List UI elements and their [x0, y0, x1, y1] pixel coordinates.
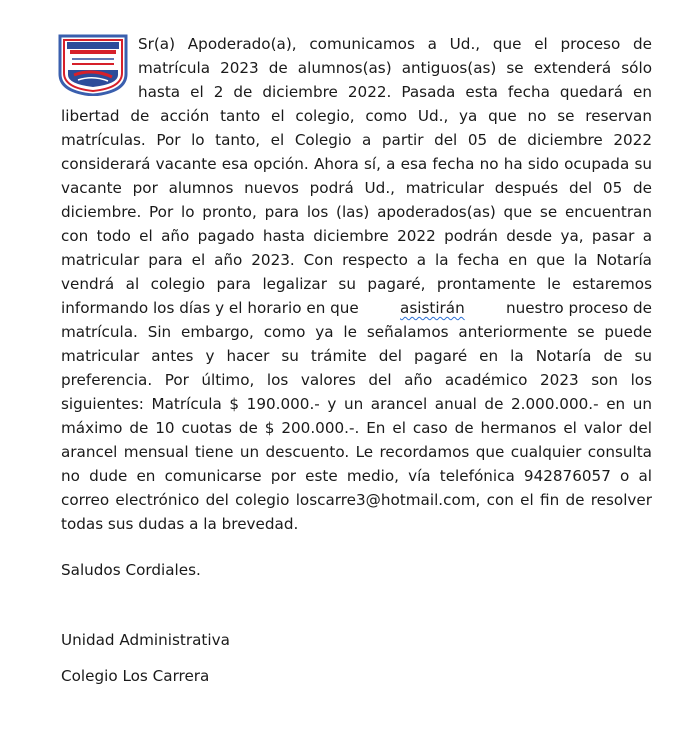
letter-line-19: no dude en comunicarse por este medio, vía telefónica 942876057 o al — [61, 467, 652, 485]
spellcheck-flagged-word: asistirán — [400, 299, 465, 317]
letter-line-3: hasta el 2 de diciembre 2022. Pasada esta fecha quedará en — [138, 83, 652, 101]
letter-line-14: matricular antes y hacer su trámite del pagaré en la Notaría de su — [61, 347, 652, 365]
letter-line-5: matrículas. Por lo tanto, el Colegio a partir del 05 de diciembre 2022 — [61, 131, 652, 149]
letter-line-6: considerará vacante esa opción. Ahora sí, a esa fecha no ha sido ocupada su — [61, 155, 652, 173]
letter-line-18: arancel mensual tiene un descuento. Le recordamos que cualquier consulta — [61, 443, 652, 461]
crest-shield-icon — [58, 34, 128, 96]
letter-line-17: máximo de 10 cuotas de $ 200.000.-. En el caso de hermanos el valor del — [61, 419, 652, 437]
letter-line-1: Sr(a) Apoderado(a), comunicamos a Ud., que el proceso de — [138, 35, 652, 53]
letter-line-21: todas sus dudas a la brevedad. — [61, 515, 299, 533]
letter-line-12 — [61, 298, 652, 320]
school-crest-logo — [58, 34, 128, 96]
signature-unit: Unidad Administrativa — [61, 631, 230, 649]
letter-line-12-start: informando los días y el horario en que — [61, 299, 359, 317]
letter-line-10: matricular para el año 2023. Con respecto a la fecha en que la Notaría — [61, 251, 652, 269]
letter-line-7: vacante por alumnos nuevos podrá Ud., matricular después del 05 de — [61, 179, 652, 197]
letter-line-2: matrícula 2023 de alumnos(as) antiguos(as) se extenderá sólo — [138, 59, 652, 77]
letter-line-11: vendrá al colegio para legalizar su pagaré, prontamente le estaremos — [61, 275, 652, 293]
letter-line-20: correo electrónico del colegio loscarre3@hotmail.com, con el fin de resolver — [61, 491, 652, 509]
letter-line-15: preferencia. Por último, los valores del año académico 2023 son los — [61, 371, 652, 389]
letter-line-4: libertad de acción tanto el colegio, como Ud., ya que no se reservan — [61, 107, 652, 125]
letter-line-9: con todo el año pagado hasta diciembre 2022 podrán desde ya, pasar a — [61, 227, 652, 245]
greeting: Saludos Cordiales. — [61, 561, 201, 579]
signature-school: Colegio Los Carrera — [61, 667, 210, 685]
letter-line-13: matrícula. Sin embargo, como ya le señalamos anteriormente se puede — [61, 323, 652, 341]
letter-line-16: siguientes: Matrícula $ 190.000.- y un arancel anual de 2.000.000.- en un — [61, 395, 652, 413]
letter-line-8: diciembre. Por lo pronto, para los (las) apoderados(as) que se encuentran — [61, 203, 652, 221]
letter-line-12-end: nuestro proceso de — [505, 299, 652, 317]
